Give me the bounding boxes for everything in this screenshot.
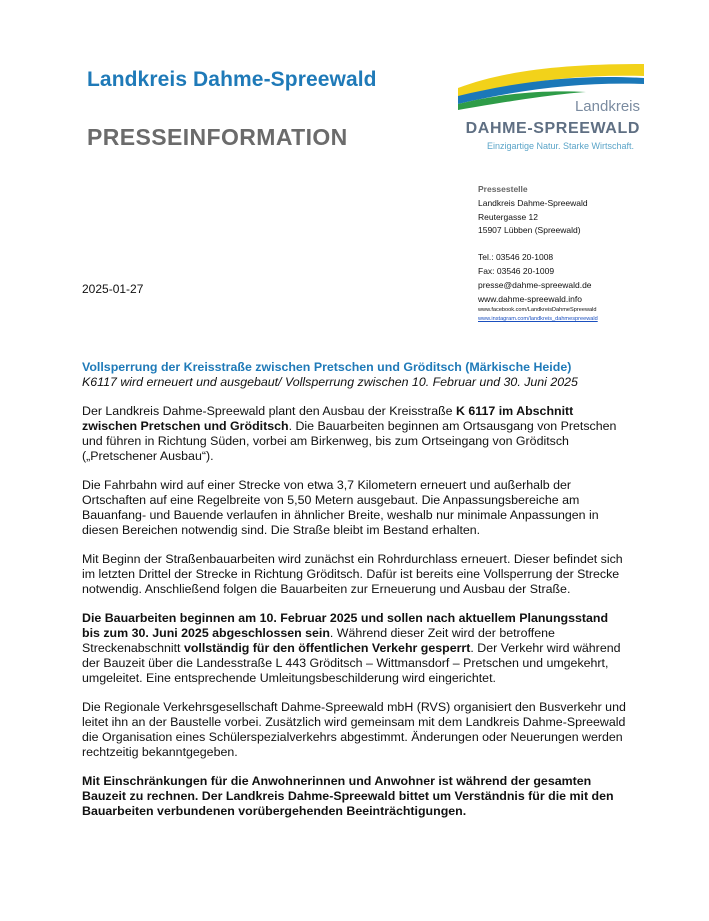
district-logo [456,60,646,160]
article-subheadline: K6117 wird erneuert und ausgebaut/ Vollsperrung zwischen 10. Februar und 30. Juni 2025 [82,375,578,389]
release-date: 2025-01-27 [82,282,144,296]
contact-city: 15907 Lübben (Spreewald) [478,225,581,236]
article-body [82,360,628,819]
contact-fax: Fax: 03546 20-1009 [478,265,555,276]
logo-slogan: Einzigartige Natur. Starke Wirtschaft. [486,141,634,151]
contact-phone: Tel.: 03546 20-1008 [478,252,554,263]
paragraph-3: Mit Beginn der Straßenbauarbeiten wird zunächst ein Rohrdurchlass erneuert. Dieser befindet sich im letzten Drittel der Strecke in Richtung Gröditsch. Dafür ist bereits eine Vollsperrung der Strecke notwendig. Anschließend folgen die Bauarbeiten zur Erneuerung und Ausbau der Straße. [82,552,623,596]
document-type-title: PRESSEINFORMATION [87,124,348,150]
contact-heading: Pressestelle [478,184,528,194]
contact-facebook-link[interactable]: www.facebook.com/LandkreisDahmeSpreewald [478,307,597,314]
paragraph-2: Die Fahrbahn wird auf einer Strecke von etwa 3,7 Kilometern erneuert und außerhalb der Ortschaften auf eine Regelbreite von 5,50 Metern ausgebaut. Die Anpassungsbereiche am Bauanfang- und Bauende verlaufen in ähnlicher Breite, weshalb nur minimale Anpassungen in diesen Bereichen notwendig sind. Die Straße bleibt im Bestand erhalten. [82,478,599,537]
paragraph-1: Der Landkreis Dahme-Spreewald plant den Ausbau der Kreisstraße K 6117 im Abschnitt zwischen Pretschen und Gröditsch. Die Bauarbeiten beginnen am Ortsausgang von Pretschen und führen in Richtung Süden, vorbei am Birkenweg, bis zum Ortseingang von Gröditsch („Pretschener Ausbau“). [82,404,617,463]
organization-title: Landkreis Dahme-Spreewald [87,68,377,91]
contact-name: Landkreis Dahme-Spreewald [478,197,588,208]
press-office-contact [478,183,598,324]
contact-website-link[interactable]: www.dahme-spreewald.info [478,293,582,304]
paragraph-4: Die Bauarbeiten beginnen am 10. Februar 2025 und sollen nach aktuellem Planungsstand bis zum 30. Juni 2025 abgeschlossen sein. Während dieser Zeit wird der betroffene Streckenabschnitt vollständig für den öffentlichen Verkehr gesperrt. Der Verkehr wird während der Bauzeit über die Landesstraße L 443 Gröditsch – Wittmansdorf – Pretschen und umgekehrt, umgeleitet. Eine entsprechende Umleitungsbeschilderung wird eingerichtet. [82,611,621,685]
paragraph-5: Die Regionale Verkehrsgesellschaft Dahme-Spreewald mbH (RVS) organisiert den Busverkehr und leitet ihn an der Baustelle vorbei. Zusätzlich wird gemeinsam mit dem Landkreis Dahme-Spreewald die Organisation eines Schülerspezialverkehrs abgestimmt. Änderungen oder Neuerungen werden rechtzeitig bekanntgegeben. [82,700,626,759]
logo-text-landkreis: Landkreis [574,98,640,115]
paragraph-6: Mit Einschränkungen für die Anwohnerinnen und Anwohner ist während der gesamten Bauzeit zu rechnen. Der Landkreis Dahme-Spreewald bittet um Verständnis für die mit den Bauarbeiten verbundenen vorübergehenden Beeinträchtigungen. [82,774,614,818]
contact-street: Reutergasse 12 [478,211,539,222]
contact-email-link[interactable]: presse@dahme-spreewald.de [478,279,592,290]
contact-instagram-link[interactable]: www.instagram.com/landkreis_dahmespreewald [478,316,598,323]
logo-text-district: DAHME-SPREEWALD [465,120,640,137]
article-headline: Vollsperrung der Kreisstraße zwischen Pretschen und Gröditsch (Märkische Heide) [82,360,572,374]
